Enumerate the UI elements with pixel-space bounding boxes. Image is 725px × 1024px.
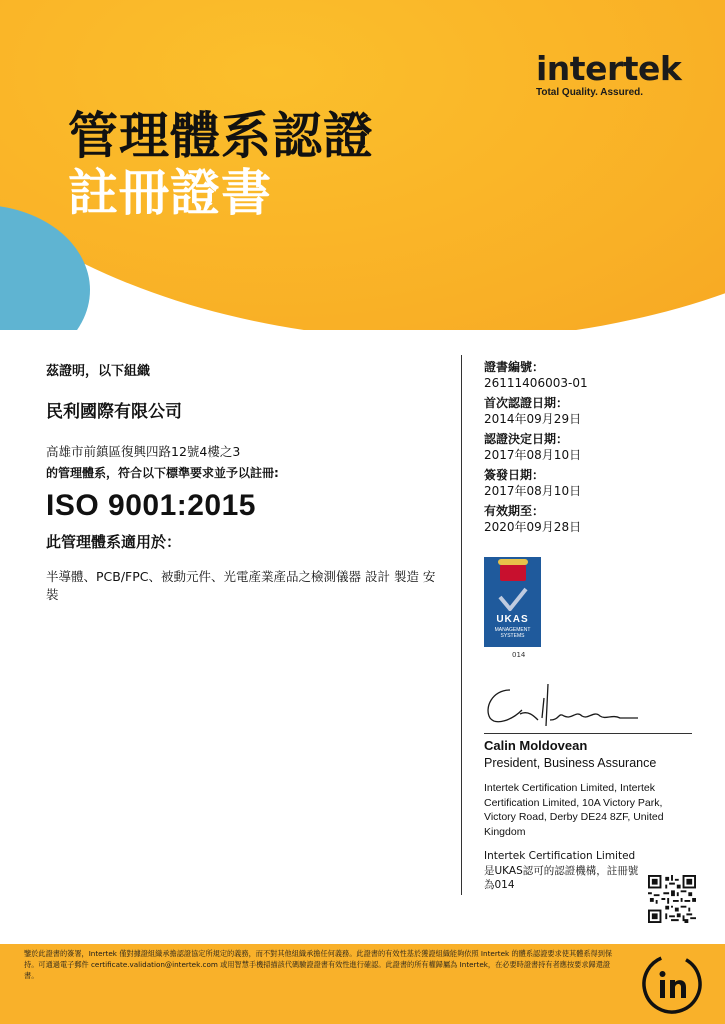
detail-label: 證書編號： xyxy=(484,360,545,374)
detail-certificate-number xyxy=(484,359,699,391)
accreditation-note: Intertek Certification Limited是UKAS認可的認證機構，註冊號為014 xyxy=(484,850,639,891)
standard-name: ISO 9001:2015 xyxy=(46,489,256,522)
detail-value: 26111406003-01 xyxy=(484,376,588,390)
qr-code-icon xyxy=(648,875,696,923)
certificate-details xyxy=(484,359,699,539)
organization-address: 高雄市前鎮區復興四路12號4樓之3 xyxy=(46,444,241,459)
signer-name: Calin Moldovean xyxy=(484,738,588,753)
scope-text: 半導體、PCB/FPC、被動元件、光電產業產品之檢測儀器 設計 製造 安裝 xyxy=(46,569,436,602)
detail-value: 2020年09月28日 xyxy=(484,520,582,534)
detail-label: 有效期至： xyxy=(484,504,545,518)
crown-icon xyxy=(500,563,526,581)
detail-decision-date xyxy=(484,431,699,463)
detail-issue-date xyxy=(484,467,699,499)
scope-heading: 此管理體系適用於： xyxy=(46,533,182,551)
footer-disclaimer: 鑒於此證書的簽署，Intertek 僅對據證組織承擔認證協定所規定的義務，而不對其他組織承擔任何義務。此證書的有效性基於獲證組織能夠依照 Intertek 的體系認證要求使其體系得到保持。可通過電子郵件 certificate.validation@intertek.com 或用智慧手機掃描該代碼驗證證書有效性進行確認。此證書的所有權歸屬為 Intertek，在必要時證書持有者應按要求歸還證書。 xyxy=(24,949,613,980)
logo-tagline: Total Quality. Assured. xyxy=(536,87,644,98)
company-address: Intertek Certification Limited, Intertek Certification Limited, 10A Victory Park, Victory Road, Derby DE24 8ZF, United Kingdom xyxy=(484,782,664,838)
column-divider xyxy=(461,355,462,895)
checkmark-icon xyxy=(498,587,528,611)
signature-image xyxy=(482,680,642,730)
intertek-mark-icon xyxy=(640,952,704,1016)
footer-bar xyxy=(0,944,725,1024)
ukas-letters: UKAS xyxy=(496,614,529,625)
conformity-statement: 的管理體系，符合以下標準要求並予以註冊: xyxy=(46,466,279,480)
certificate-main xyxy=(46,360,446,604)
ukas-badge xyxy=(484,557,541,647)
detail-label: 簽發日期： xyxy=(484,468,545,482)
detail-label: 首次認證日期： xyxy=(484,396,569,410)
detail-value: 2017年08月10日 xyxy=(484,484,582,498)
detail-expiry-date xyxy=(484,503,699,535)
intertek-logo xyxy=(536,49,682,98)
ukas-number: 014 xyxy=(512,651,526,659)
ukas-subtitle: MANAGEMENT SYSTEMS xyxy=(494,627,531,639)
certificate-title-line2: 註冊證書 xyxy=(68,164,272,222)
signature-line xyxy=(484,733,692,734)
logo-text: intertek xyxy=(536,49,682,88)
detail-value: 2014年09月29日 xyxy=(484,412,582,426)
detail-initial-date xyxy=(484,395,699,427)
organization-name: 民利國際有限公司 xyxy=(46,402,182,422)
detail-value: 2017年08月10日 xyxy=(484,448,582,462)
detail-label: 認證決定日期： xyxy=(484,432,569,446)
signer-title: President, Business Assurance xyxy=(484,756,657,770)
certificate-title-line1: 管理體系認證 xyxy=(68,107,374,165)
certify-text: 茲證明，以下組織 xyxy=(46,364,151,379)
